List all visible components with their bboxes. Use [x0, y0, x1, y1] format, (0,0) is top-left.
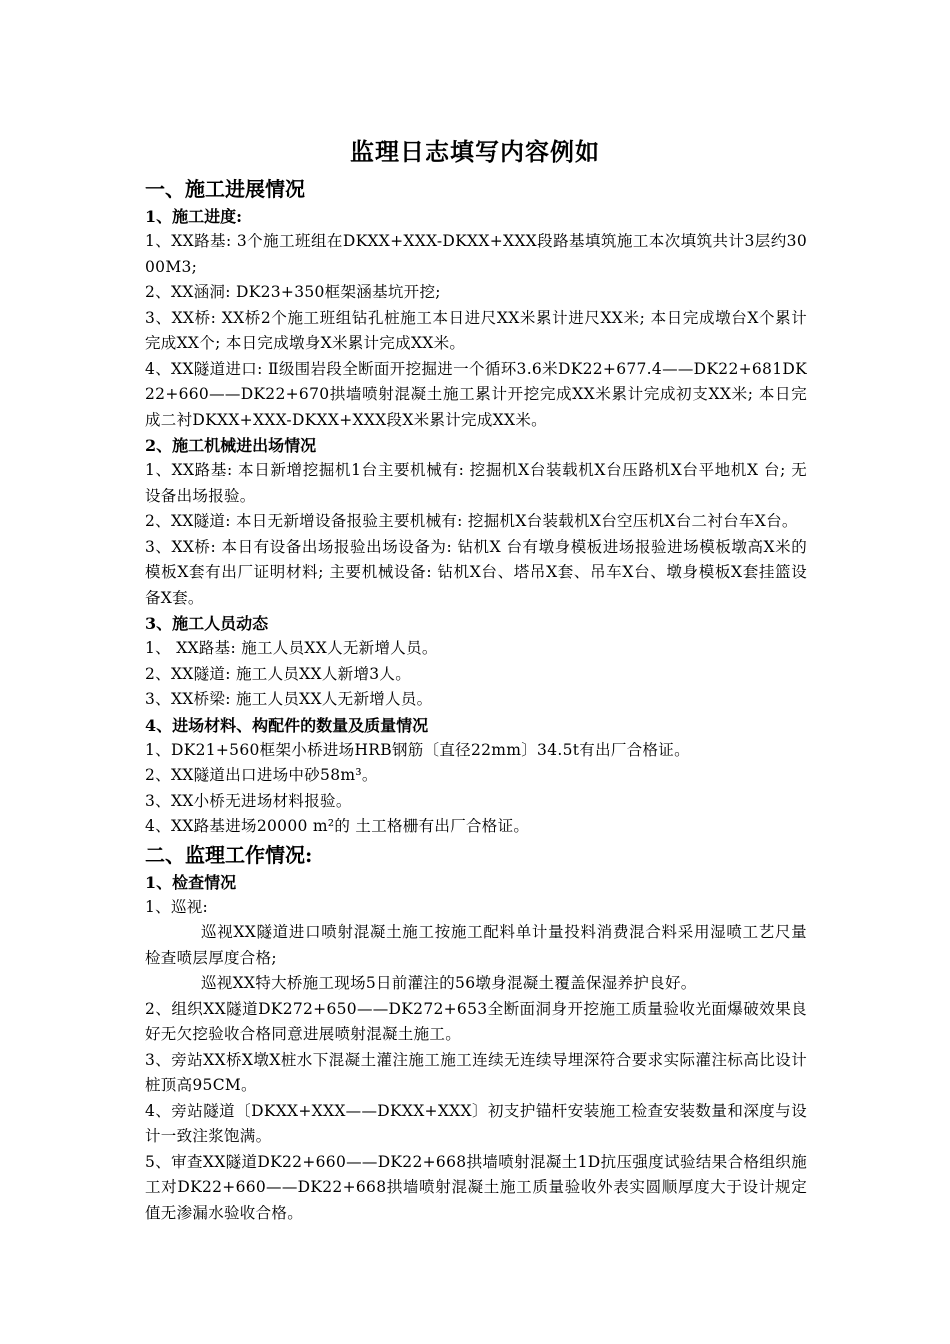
paragraph: 2、XX涵洞: DK23+350框架涵基坑开挖; [145, 283, 441, 301]
document-body [145, 174, 807, 1226]
paragraph: 4、XX隧道进口: Ⅱ级围岩段全断面开挖掘进一个循环3.6米DK22+677.4——DK22+681DK22+660——DK22+670拱墙喷射混凝土施工累计开挖完成XX米累计完成初支XX米; 本日完成二衬DKXX+XXX-DKXX+XXX段X米累计完成XX米。 [145, 359, 807, 429]
paragraph: 5、审查XX隧道DK22+660——DK22+668拱墙喷射混凝土1D抗压强度试验结果合格组织施工对DK22+660——DK22+668拱墙喷射混凝土施工质量验收外表实圆顺厚度大于设计规定值无渗漏水验收合格。 [145, 1152, 807, 1222]
paragraph: 2、XX隧道: 施工人员XX人新增3人。 [145, 664, 412, 683]
paragraph: 3、XX桥梁: 施工人员XX人无新增人员。 [145, 690, 433, 708]
paragraph: 巡视XX特大桥施工现场5日前灌注的56墩身混凝土覆盖保湿养护良好。 [201, 974, 697, 992]
section-heading: 一、施工进展情况 [145, 177, 305, 201]
paragraph: 1、XX路基: 本日新增挖掘机1台主要机械有: 挖掘机X台装载机X台压路机X台平地机X 台; 无设备出场报验。 [145, 461, 807, 505]
paragraph: 3、旁站XX桥X墩X桩水下混凝土灌注施工施工连续无连续导埋深符合要求实际灌注标高比设计桩顶高95CM。 [145, 1050, 807, 1094]
subsection-heading: 1、检查情况 [145, 872, 237, 892]
section-heading: 二、监理工作情况: [145, 842, 313, 867]
paragraph: 4、XX路基进场20000 m²的 土工格栅有出厂合格证。 [145, 817, 530, 835]
paragraph: 1、DK21+560框架小桥进场HRB钢筋〔直径22mm〕34.5t有出厂合格证。 [145, 740, 690, 759]
subsection-heading: 1、施工进度: [145, 207, 243, 226]
paragraph: 3、XX桥: 本日有设备出场报验出场设备为: 钻机X 台有墩身模板进场报验进场模板墩高X米的模板X套有出厂证明材料; 主要机械设备: 钻机X台、塔吊X套、吊车X台、墩身模板X套挂篮设备X套。 [145, 537, 807, 607]
subsection-heading: 4、进场材料、构配件的数量及质量情况 [145, 715, 429, 735]
paragraph: 1、XX路基: 3个施工班组在DKXX+XXX-DKXX+XXX段路基填筑施工本次填筑共计3层约3000M3; [145, 232, 807, 276]
paragraph: 1、 XX路基: 施工人员XX人无新增人员。 [145, 639, 438, 657]
document-title: 监理日志填写内容例如 [350, 137, 600, 166]
paragraph: 3、XX小桥无进场材料报验。 [145, 791, 352, 810]
subsection-heading: 3、施工人员动态 [145, 614, 269, 633]
paragraph: 4、旁站隧道〔DKXX+XXX——DKXX+XXX〕初支护锚杆安装施工检查安装数量和深度与设计一致注浆饱满。 [145, 1101, 807, 1145]
paragraph: 巡视XX隧道进口喷射混凝土施工按施工配料单计量投料消费混合料采用湿喷工艺尺量检查喷层厚度合格; [145, 923, 807, 967]
paragraph: 2、XX隧道: 本日无新增设备报验主要机械有: 挖掘机X台装载机X台空压机X台二衬台车X台。 [145, 512, 798, 530]
paragraph: 2、组织XX隧道DK272+650——DK272+653全断面洞身开挖施工质量验收光面爆破效果良好无欠挖验收合格同意进展喷射混凝土施工。 [145, 999, 807, 1043]
paragraph: 1、巡视: [145, 897, 209, 916]
paragraph: 3、XX桥: XX桥2个施工班组钻孔桩施工本日进尺XX米累计进尺XX米; 本日完成墩台X个累计完成XX个; 本日完成墩身X米累计完成XX米。 [145, 308, 807, 352]
paragraph: 2、XX隧道出口进场中砂58m³。 [145, 766, 378, 784]
subsection-heading: 2、施工机械进出场情况 [145, 436, 317, 455]
